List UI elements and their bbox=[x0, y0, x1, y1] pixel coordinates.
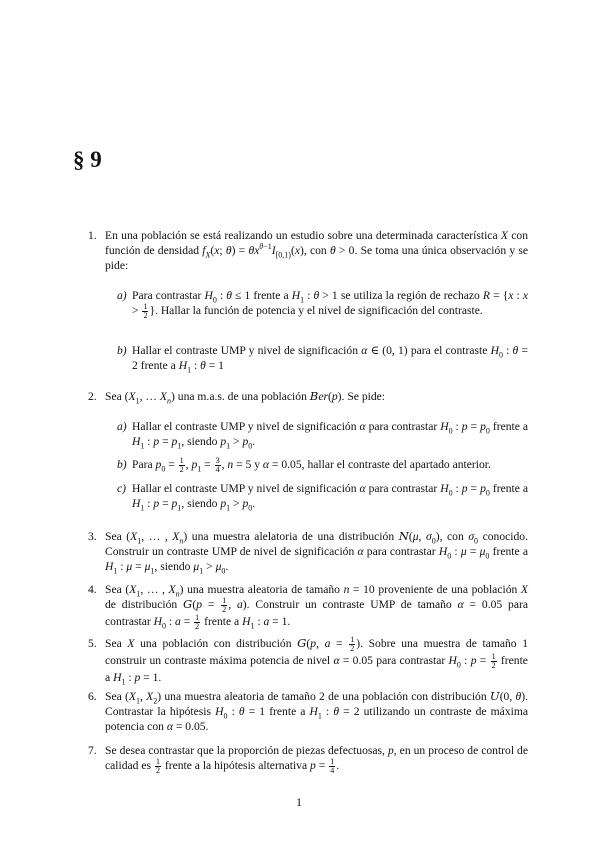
problem-number: 3. bbox=[88, 530, 97, 543]
problem-text: Sea ($X_1$, … , $X_n$) una muestra alelatoria de una distribución N(μ, $\sigma_0$), con $\sigma_0$ conocido. Construir un contraste UMP de nivel de significación α para contrastar $H_0$ : $\mu = \mu_0$ frente a $H_1$ : $\mu = \mu_1$, siendo $\mu_1 > \mu_0$. bbox=[105, 529, 528, 576]
problem-4 bbox=[88, 582, 528, 631]
problem-text: Sea ($X_1$, … $X_n$) una m.a.s. de una población Ber(p). Se pide: bbox=[105, 389, 386, 406]
item-label: c) bbox=[117, 482, 127, 495]
problem-text: Sea ($X_1$, $X_2$) una muestra aleatoria de tamaño 2 de una población con distribución U(0, θ). Contrastar la hipótesis $H_0$ : θ = 1 frente a $H_1$ : θ = 2 utilizando un contraste de máxima potencia con α = 0.05. bbox=[105, 689, 529, 733]
problem-2-item-c bbox=[117, 481, 528, 511]
item-label: a) bbox=[117, 289, 127, 302]
problem-2-item-b bbox=[117, 457, 528, 474]
problem-number: 4. bbox=[88, 583, 97, 596]
item-text: Para contrastar $H_0$ : θ ≤ 1 frente a $H_1$ : θ > 1 se utiliza la región de rechazo R = {x : x > $\frac{1}{2}$ }. Hallar la función de potencia y el nivel de significación del contraste. bbox=[132, 289, 528, 320]
problem-2-item-a bbox=[117, 419, 528, 449]
problem-number: 6. bbox=[88, 690, 97, 703]
problem-number: 2. bbox=[88, 390, 97, 403]
problem-3 bbox=[88, 529, 528, 576]
page-number: 1 bbox=[296, 795, 302, 809]
problem-text: Se desea contrastar que la proporción de piezas defectuosas, p, en un proceso de control de calidad es $\frac{1}{2}$ frente a la hipótesis alternativa p = $\frac{1}{4}$ . bbox=[105, 744, 529, 775]
problem-1-item-a bbox=[117, 288, 528, 320]
item-label: b) bbox=[117, 344, 127, 357]
problem-6 bbox=[88, 689, 529, 734]
problem-1 bbox=[88, 228, 529, 273]
item-text: Hallar el contraste UMP y nivel de significación α ∈ (0, 1) para el contraste $H_0$ : θ = 2 frente a $H_1$ : θ = 1 bbox=[132, 344, 528, 375]
item-label: b) bbox=[117, 458, 127, 471]
item-text: Hallar el contraste UMP y nivel de significación α para contrastar $H_0$ : $p = p_0$ frente a $H_1$ : $p = p_1$, siendo $p_1 > p_0$. bbox=[132, 482, 528, 513]
section-heading: § 9 bbox=[73, 147, 102, 172]
problem-text: En una población se está realizando un estudio sobre una determinada característica X con función de densidad $f_X(x$; $\theta) = \theta x^{\theta-1}I_{[0,1)}(x)$, con θ > 0. Se toma una única observación y se pide: bbox=[105, 229, 529, 272]
problem-text: Sea X una población con distribución G(p, a = $\frac{1}{2}$ ). Sobre una muestra de tamaño 1 construir un contraste máxima potencia de nivel α = 0.05 para contrastar $H_0$ : p = $\frac{1}{2}$ frente a $H_1$ : p = 1. bbox=[105, 635, 529, 687]
problem-number: 7. bbox=[88, 744, 97, 757]
problem-text: Sea ($X_1$, … , $X_n$) una muestra aleatoria de tamaño n = 10 proveniente de una población X de distribución G(p = $\frac{1}{2}$ , a). Construir un contraste UMP de tamaño α = 0.05 para contrastar $H_0$ : a = $\frac{1}{2}$ frente a $H_1$ : a = 1. bbox=[105, 583, 528, 631]
problem-1-item-b bbox=[117, 343, 528, 373]
problem-2 bbox=[88, 389, 528, 406]
item-text: Para $p_0$ = $\frac{1}{2}$ , $p_1$ = $\frac{3}{4}$ , n = 5 y α = 0.05, hallar el contraste del apartado anterior. bbox=[132, 456, 491, 474]
item-text: Hallar el contraste UMP y nivel de significación α para contrastar $H_0$ : $p = p_0$ frente a $H_1$ : $p = p_1$, siendo $p_1 > p_0$. bbox=[132, 420, 528, 451]
problem-5 bbox=[88, 635, 529, 687]
problem-number: 5. bbox=[88, 637, 97, 650]
problem-number: 1. bbox=[88, 229, 97, 242]
problem-7 bbox=[88, 743, 529, 775]
item-label: a) bbox=[117, 420, 127, 433]
